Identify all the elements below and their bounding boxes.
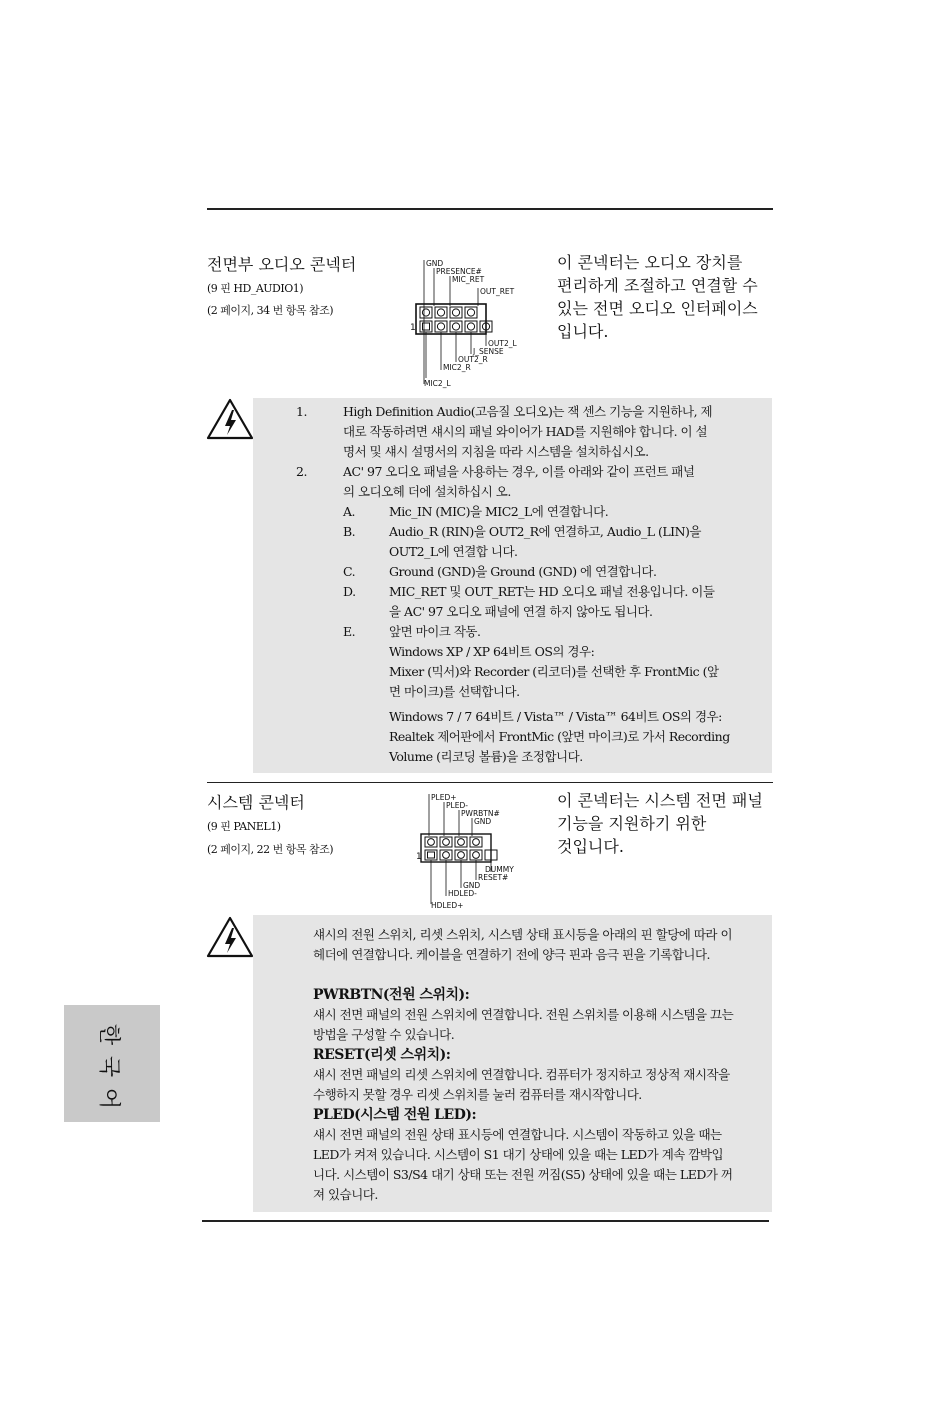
pin-out2-r-label: OUT2_R bbox=[458, 355, 488, 364]
system-header-diagram bbox=[416, 792, 526, 912]
pin-hdled-minus-label: HDLED- bbox=[448, 889, 477, 898]
pin-pled-plus-label: PLED+ bbox=[431, 793, 457, 802]
pin-out-ret-label: OUT_RET bbox=[480, 287, 515, 296]
audio-description: 이 콘넥터는 오디오 장치를 편리하게 조절하고 연결할 수 있는 전면 오디오 인터페이스 입니다. bbox=[557, 253, 758, 341]
warning-icon bbox=[205, 915, 255, 959]
system-page-ref: (2 페이지, 22 번 항목 참조) bbox=[207, 843, 334, 856]
reset-heading: RESET(리셋 스위치): bbox=[313, 1047, 451, 1063]
pin-dummy-label: DUMMY bbox=[485, 865, 514, 874]
language-tab-char: 어 bbox=[96, 1087, 122, 1110]
pin-out2-l-label: OUT2_L bbox=[488, 339, 517, 348]
audio-pin-label: (9 핀 HD_AUDIO1) bbox=[207, 282, 304, 295]
pin-pwrbtn-label: PWRBTN# bbox=[461, 809, 500, 818]
pin-mic2-r-label: MIC2_R bbox=[443, 363, 471, 372]
pin-one-label: 1 bbox=[416, 852, 422, 862]
language-tab bbox=[64, 1005, 160, 1122]
pwrbtn-heading: PWRBTN(전원 스위치): bbox=[313, 987, 470, 1003]
warning-icon bbox=[205, 397, 255, 441]
top-rule bbox=[207, 208, 773, 210]
pin-gnd-label: GND bbox=[426, 259, 444, 268]
system-pin-label: (9 핀 PANEL1) bbox=[207, 820, 281, 833]
pin-presence-label: PRESENCE# bbox=[436, 267, 482, 276]
pin-one-label: 1 bbox=[410, 323, 416, 333]
language-tab-char: 한 bbox=[96, 1023, 122, 1046]
pin-gnd2-label: GND bbox=[463, 881, 481, 890]
pin-reset-label: RESET# bbox=[478, 873, 509, 882]
pin-mic-ret-label: MIC_RET bbox=[452, 275, 485, 284]
system-section-title: 시스템 콘넥터 bbox=[207, 793, 305, 812]
audio-notes: 1. High Definition Audio(고음질 오디오)는 잭 센스 기능을 지원하나, 제 대로 작동하려면 섀시의 패널 와이어가 HAD를 지원해야 합니다. 이 설 명서 및 섀시 설명서의 지침을 따라 시스템을 설치하십시오. 2. AC' 97 오디오 패널을 사용하는 경우, 이를 아래와 같이 프런트 패널 의 오디오헤 더에 설치하십시 오. A. Mic_IN (MIC)을 MIC2_L에 연결합니다. B. Audio_R (RIN)을 OUT2_R에 연결하고, Audio_L (LIN)을 OUT2_L에 연결합 니다. C. Ground (GND)을 Ground (GND) 에 연결합니다. D. MIC_RET 및 OUT_RET는 HD 오디오 패널 전용입니다. 이들 을 AC' 97 오디오 패널에 연결 하지 않아도 됩니다. E. 앞면 마이크 작동. Windows XP / XP 64비트 OS의 경우: Mixer (믹서)와 Recorder (리코더)를 선택한 후 FrontMic (앞 면 마이크)를 선택합니다. Windows 7 / 7 64비트 / Vista™ / Vista™ 64비트 OS의 경우: Realtek 제어판에서 FrontMic (앞면 마이크)로 가서 Recording Volume (리코딩 볼륨)을 조정합니다. bbox=[296, 404, 730, 764]
audio-page-ref: (2 페이지, 34 번 항목 참조) bbox=[207, 304, 334, 317]
pin-pled-minus-label: PLED- bbox=[446, 801, 468, 810]
pin-j-sense-label: J_SENSE bbox=[473, 347, 504, 356]
audio-header-diagram bbox=[410, 258, 520, 390]
system-notes: 섀시의 전원 스위치, 리셋 스위치, 시스템 상태 표시등을 아래의 핀 할당에 따라 이 헤더에 연결합니다. 케이블을 연결하기 전에 양극 핀과 음극 핀을 기록합니다. PWRBTN(전원 스위치): 섀시 전면 패널의 전원 스위치에 연결합니다. 전원 스위치를 이용해 시스템을 끄는 방법을 구성할 수 있습니다. RESET(리셋 스위치): 섀시 전면 패널의 리셋 스위치에 연결합니다. 컴퓨터가 정지하고 정상적 재시작을 수행하지 못할 경우 리셋 스위치를 눌러 컴퓨터를 재시작합니다. PLED(시스템 전원 LED): 섀시 전면 패널의 전원 상태 표시등에 연결합니다. 시스템이 작동하고 있을 때는 LED가 켜져 있습니다. 시스템이 S1 대기 상태에 있을 때는 LED가 계속 깜박입 니다. 시스템이 S3/S4 대기 상태 또는 전원 꺼짐(S5) 상태에 있을 때는 LED가 꺼 져 있습니다. bbox=[313, 925, 768, 1205]
language-tab-char: 국 bbox=[96, 1055, 122, 1078]
system-description: 이 콘넥터는 시스템 전면 패널 기능을 지원하기 위한 것입니다. bbox=[557, 791, 763, 856]
audio-section-title: 전면부 오디오 콘넥터 bbox=[207, 255, 357, 274]
pin-gnd-label: GND bbox=[474, 817, 492, 826]
bottom-rule bbox=[202, 1220, 769, 1222]
pin-mic2-l-label: MIC2_L bbox=[424, 379, 451, 388]
section-divider bbox=[207, 782, 773, 783]
pin-hdled-plus-label: HDLED+ bbox=[431, 901, 464, 910]
pled-heading: PLED(시스템 전원 LED): bbox=[313, 1107, 477, 1123]
